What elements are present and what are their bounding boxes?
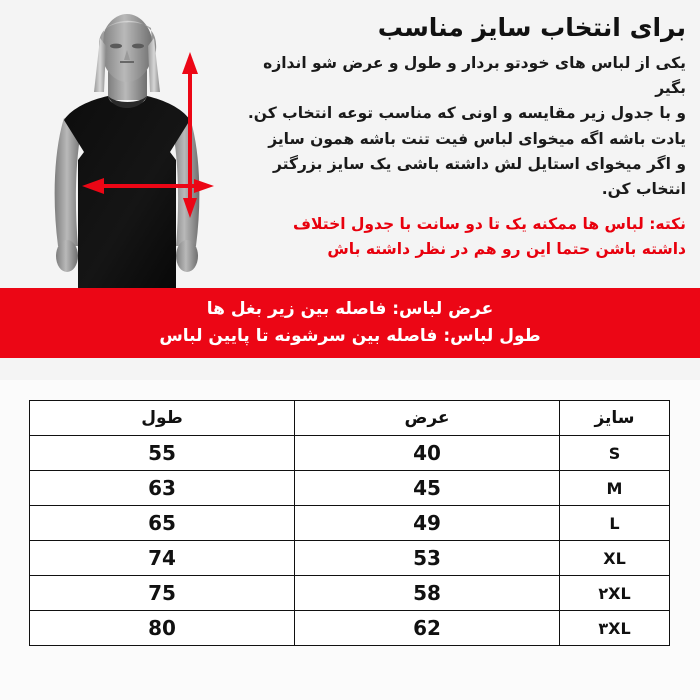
cell-width: 53 [295,541,560,576]
cell-size: L [560,506,670,541]
table-row [30,576,670,611]
cell-size: XL [560,541,670,576]
table-row [30,541,670,576]
paragraph-line: و اگر میخوای استایل لش داشته باشی یک سایز بزرگتر [273,154,686,173]
cell-width: 45 [295,471,560,506]
legend-width-line: عرض لباس: فاصله بین زیر بغل ها [206,299,494,320]
cell-size: M [560,471,670,506]
note-line: داشته باشن حتما این رو هم در نظر داشته باش [327,239,686,258]
cell-size: S [560,436,670,471]
cell-size: ۳XL [560,611,670,646]
cell-length: 80 [30,611,295,646]
cell-width: 40 [295,436,560,471]
table-header-row [30,401,670,436]
cell-width: 58 [295,576,560,611]
cell-width: 49 [295,506,560,541]
cell-length: 55 [30,436,295,471]
legend-length-line: طول لباس: فاصله بین سرشونه تا پایین لباس [159,326,541,346]
column-header-length: طول [30,401,295,436]
measurement-legend-bar [0,288,700,358]
size-table-container [30,400,670,646]
cell-width: 62 [295,611,560,646]
cell-length: 75 [30,576,295,611]
paragraph-line: یکی از لباس های خودتو بردار و طول و عرض شو اندازه بگیر [263,54,686,98]
warning-note [246,212,686,262]
paragraph-line: انتخاب کن. [601,179,686,198]
cell-size: ۲XL [560,576,670,611]
intro-text-block [246,8,686,262]
column-header-size: سایز [560,401,670,436]
column-header-width: عرض [295,401,560,436]
page-title: برای انتخاب سایز مناسب [377,13,686,42]
table-row [30,506,670,541]
table-row [30,436,670,471]
size-table [29,400,670,646]
paragraph-line: یادت باشه اگه میخوای لباس فیت تنت باشه همون سایز [268,129,686,148]
table-row [30,611,670,646]
cell-length: 63 [30,471,295,506]
intro-paragraph [246,51,686,202]
cell-length: 65 [30,506,295,541]
paragraph-line: و با جدول زیر مقایسه و اونی که مناسب توعه انتخاب کن. [247,104,686,123]
note-line: نکته: لباس ها ممکنه یک تا دو سانت با جدول اختلاف [292,214,686,233]
table-row [30,471,670,506]
cell-length: 74 [30,541,295,576]
